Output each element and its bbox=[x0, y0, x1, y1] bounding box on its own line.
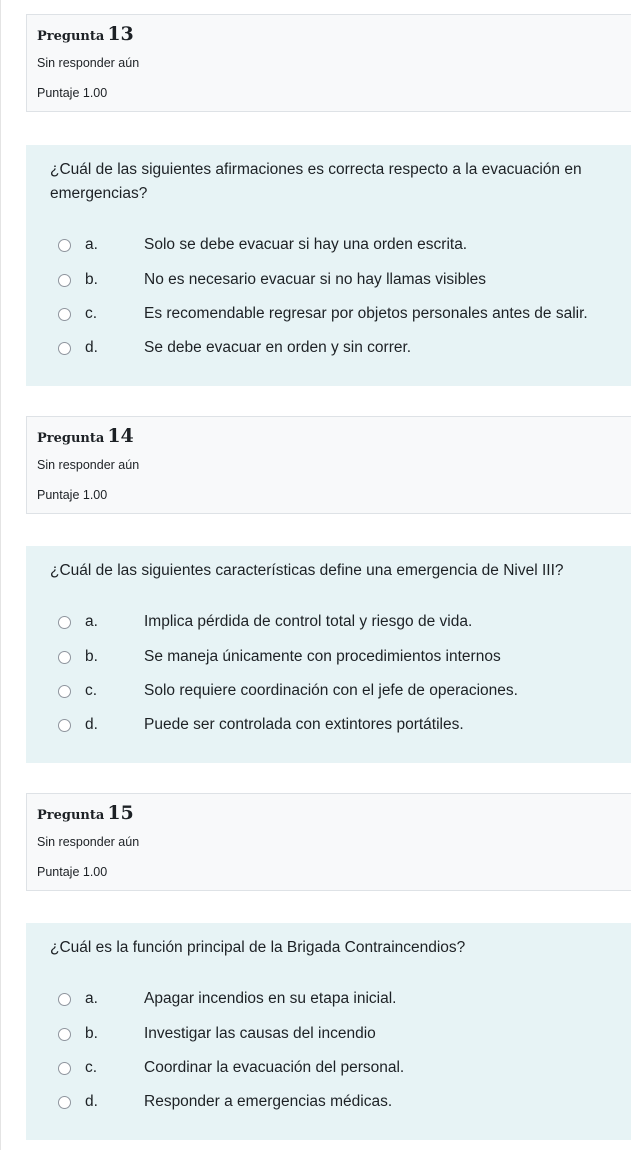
question-number: 14 bbox=[107, 425, 134, 447]
question-number: 13 bbox=[107, 23, 134, 45]
answer-letter: d. bbox=[85, 716, 98, 733]
question-info-13 bbox=[26, 14, 631, 112]
answer-option-c[interactable] bbox=[58, 1059, 631, 1079]
radio-button[interactable] bbox=[58, 719, 71, 732]
question-label: Pregunta bbox=[37, 29, 105, 44]
radio-button[interactable] bbox=[58, 685, 71, 698]
question-state: Sin responder aún bbox=[37, 458, 140, 472]
answer-letter: b. bbox=[85, 648, 98, 665]
answer-text[interactable]: Puede ser controlada con extintores portátiles. bbox=[144, 716, 464, 733]
answer-letter: a. bbox=[85, 236, 98, 253]
question-text: ¿Cuál de las siguientes características define una emergencia de Nivel III? bbox=[50, 562, 564, 579]
answer-option-b[interactable] bbox=[58, 271, 631, 291]
answer-text[interactable]: Coordinar la evacuación del personal. bbox=[144, 1059, 405, 1076]
question-state: Sin responder aún bbox=[37, 56, 140, 70]
answer-text[interactable]: Apagar incendios en su etapa inicial. bbox=[144, 990, 397, 1007]
answer-text[interactable]: Investigar las causas del incendio bbox=[144, 1025, 376, 1042]
answer-option-d[interactable] bbox=[58, 1093, 631, 1113]
answer-text[interactable]: Se maneja únicamente con procedimientos internos bbox=[144, 648, 501, 665]
question-grade: Puntaje 1.00 bbox=[37, 865, 108, 879]
answer-option-b[interactable] bbox=[58, 1025, 631, 1045]
question-number: 15 bbox=[107, 802, 134, 824]
question-label: Pregunta bbox=[37, 431, 105, 446]
question-content-13 bbox=[26, 145, 631, 386]
radio-button[interactable] bbox=[58, 1096, 71, 1109]
question-text: ¿Cuál es la función principal de la Brigada Contraincendios? bbox=[50, 939, 466, 956]
answer-text[interactable]: Responder a emergencias médicas. bbox=[144, 1093, 393, 1110]
radio-button[interactable] bbox=[58, 616, 71, 629]
answer-letter: d. bbox=[85, 1093, 98, 1110]
question-grade: Puntaje 1.00 bbox=[37, 86, 108, 100]
radio-button[interactable] bbox=[58, 342, 71, 355]
answer-option-b[interactable] bbox=[58, 648, 631, 668]
radio-button[interactable] bbox=[58, 1028, 71, 1041]
question-state: Sin responder aún bbox=[37, 835, 140, 849]
radio-button[interactable] bbox=[58, 1062, 71, 1075]
radio-button[interactable] bbox=[58, 274, 71, 287]
answer-option-a[interactable] bbox=[58, 613, 631, 633]
question-content-14 bbox=[26, 546, 631, 763]
answer-letter: a. bbox=[85, 613, 98, 630]
answer-letter: d. bbox=[85, 339, 98, 356]
answer-option-a[interactable] bbox=[58, 236, 631, 256]
question-content-15 bbox=[26, 923, 631, 1140]
answer-letter: b. bbox=[85, 271, 98, 288]
question-text: ¿Cuál de las siguientes afirmaciones es correcta respecto a la evacuación en emergencias? bbox=[50, 161, 582, 202]
question-grade: Puntaje 1.00 bbox=[37, 488, 108, 502]
answer-option-c[interactable] bbox=[58, 682, 631, 702]
radio-button[interactable] bbox=[58, 651, 71, 664]
answer-text[interactable]: No es necesario evacuar si no hay llamas visibles bbox=[144, 271, 487, 288]
answer-text[interactable]: Se debe evacuar en orden y sin correr. bbox=[144, 339, 412, 356]
answer-letter: b. bbox=[85, 1025, 98, 1042]
question-info-15 bbox=[26, 793, 631, 891]
answer-letter: a. bbox=[85, 990, 98, 1007]
answer-option-d[interactable] bbox=[58, 339, 631, 359]
answer-letter: c. bbox=[85, 1059, 98, 1076]
answer-option-d[interactable] bbox=[58, 716, 631, 736]
answer-text[interactable]: Solo se debe evacuar si hay una orden escrita. bbox=[144, 236, 468, 253]
radio-button[interactable] bbox=[58, 308, 71, 321]
answer-text[interactable]: Solo requiere coordinación con el jefe de operaciones. bbox=[144, 682, 518, 699]
answer-option-c[interactable] bbox=[58, 305, 631, 325]
answer-text[interactable]: Implica pérdida de control total y riesgo de vida. bbox=[144, 613, 473, 630]
question-title bbox=[37, 425, 134, 447]
question-title bbox=[37, 23, 134, 45]
answer-letter: c. bbox=[85, 305, 98, 322]
radio-button[interactable] bbox=[58, 239, 71, 252]
question-info-14 bbox=[26, 416, 631, 514]
question-label: Pregunta bbox=[37, 808, 105, 823]
answer-letter: c. bbox=[85, 682, 98, 699]
answer-option-a[interactable] bbox=[58, 990, 631, 1010]
radio-button[interactable] bbox=[58, 993, 71, 1006]
question-title bbox=[37, 802, 134, 824]
answer-text[interactable]: Es recomendable regresar por objetos personales antes de salir. bbox=[144, 305, 588, 322]
